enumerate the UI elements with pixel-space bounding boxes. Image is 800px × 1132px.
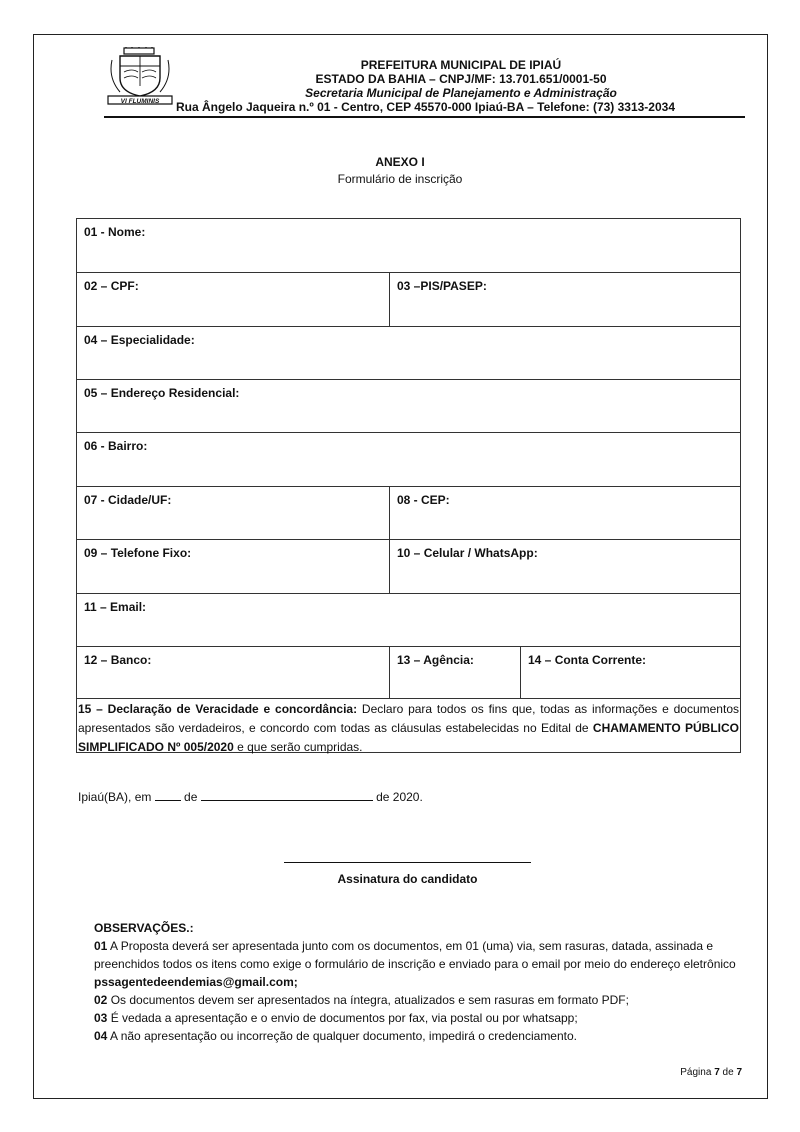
annex-subtitle: Formulário de inscrição [337,172,463,186]
observation-item-2-text: Os documentos devem ser apresentados na íntegra, atualizados e sem rasuras em formato PDF; [107,993,629,1007]
field-celular[interactable] [389,540,740,593]
field-banco-label: 12 – Banco: [84,653,152,667]
field-telefone[interactable] [77,540,389,593]
row-bairro[interactable] [77,433,740,487]
row-banco [77,647,740,699]
header-department: Secretaria Municipal de Planejamento e Administração [305,86,617,100]
field-cpf-label: 02 – CPF: [84,279,139,293]
field-endereco-label: 05 – Endereço Residencial: [84,386,240,400]
row-endereco[interactable] [77,380,740,433]
field-agencia[interactable] [389,647,520,698]
field-cpf[interactable] [77,273,389,326]
declaration-body-2: e que serão cumpridas. [233,740,363,754]
page-total: 7 [736,1067,742,1078]
field-cep-label: 08 - CEP: [397,493,450,507]
field-pis[interactable] [389,273,740,326]
field-conta[interactable] [520,647,740,698]
field-conta-label: 14 – Conta Corrente: [528,653,647,667]
field-cidade[interactable] [77,487,389,539]
observation-item-4 [94,1027,744,1045]
observation-item-3 [94,1009,744,1027]
observation-item-2 [94,991,744,1009]
header-municipality: PREFEITURA MUNICIPAL DE IPIAÚ [360,58,562,72]
observation-item-1-text: A Proposta deverá ser apresentada junto com os documentos, em 01 (uma) via, sem rasuras, datada, assinada e preenchidos todos os itens como exige o formulário de inscrição e enviado para o email por meio do endereço eletrônico [94,939,736,971]
observation-item-3-text: É vedada a apresentação e o envio de documentos por fax, via postal ou por whatsapp; [107,1011,578,1025]
logo-motto: VI FLUMINIS [120,98,160,105]
field-banco[interactable] [77,647,389,698]
row-telefones [77,540,740,594]
field-especialidade-label: 04 – Especialidade: [84,333,195,347]
page-prefix: Página [680,1067,715,1078]
observation-item-2-number: 02 [94,993,108,1007]
field-cidade-label: 07 - Cidade/UF: [84,493,172,507]
row-especialidade[interactable] [77,327,740,380]
signature-label: Assinatura do candidato [337,872,478,886]
header-divider [104,116,745,118]
date-prefix: Ipiaú(BA), em [78,790,152,804]
observation-item-1 [94,937,744,991]
field-telefone-label: 09 – Telefone Fixo: [84,546,192,560]
declaration-body-1: Declaro para todos os fins que, todas as informações e documentos apresentados são verdadeiros, e concordo com todas as cláusulas estabelecidas no Edital de [78,702,739,735]
field-cep[interactable] [389,487,740,539]
observations-title: OBSERVAÇÕES.: [94,921,194,935]
row-nome [77,219,740,273]
field-celular-label: 10 – Celular / WhatsApp: [397,546,538,560]
annex-title: ANEXO I [375,155,425,169]
declaration-edital: CHAMAMENTO PÚBLICO SIMPLIFICADO Nº 005/2020 [78,721,739,754]
month-blank[interactable] [201,789,373,801]
coat-of-arms-logo [106,46,174,108]
date-suffix: de 2020. [376,790,423,804]
observation-item-1-number: 01 [94,939,108,953]
signature-line[interactable] [284,862,531,863]
field-agencia-label: 13 – Agência: [397,653,474,667]
field-nome-label: 01 - Nome: [84,225,146,239]
field-email-label: 11 – Email: [84,600,147,614]
observation-email: pssagentedeendemias@gmail.com; [94,975,298,989]
observation-item-3-number: 03 [94,1011,108,1025]
row-email[interactable] [77,594,740,647]
date-de: de [184,790,198,804]
row-cidade-cep [77,487,740,540]
observations [94,919,744,1045]
header-address: Rua Ângelo Jaqueira n.º 01 - Centro, CEP 45570-000 Ipiaú-BA – Telefone: (73) 3313-2034 [176,100,676,114]
field-pis-label: 03 –PIS/PASEP: [397,279,487,293]
row-cpf-pis [77,273,740,327]
page-current: 7 [714,1067,720,1078]
header-state-cnpj: ESTADO DA BAHIA – CNPJ/MF: 13.701.651/0001-50 [315,72,607,86]
field-bairro-label: 06 - Bairro: [84,439,148,453]
declaration-text [77,698,740,757]
page-of: de [719,1067,737,1078]
observation-item-4-text: A não apresentação ou incorreção de qualquer documento, impedirá o credenciamento. [107,1029,577,1043]
observation-item-4-number: 04 [94,1029,108,1043]
date-line [78,789,423,804]
page-number [680,1067,742,1078]
registration-form [76,218,741,753]
day-blank[interactable] [155,789,181,801]
declaration-label: 15 – Declaração de Veracidade e concordância: [78,702,358,716]
